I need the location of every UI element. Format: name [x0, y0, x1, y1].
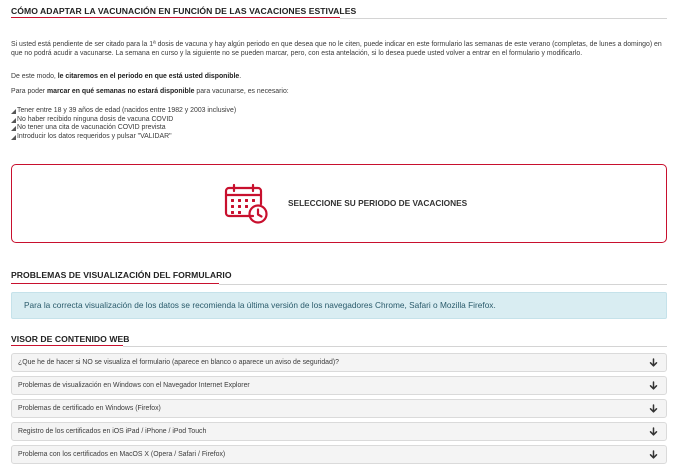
- adapt-requirements-intro: [11, 87, 667, 96]
- requirements-list: [11, 107, 236, 141]
- viewer-title-underline: [11, 345, 123, 346]
- list-item: [11, 107, 236, 116]
- mode-suffix: .: [239, 73, 242, 80]
- arrow-down-icon: [649, 427, 658, 436]
- accordion-item-internet-explorer[interactable]: [11, 376, 667, 395]
- req-suffix: para vacunarse, es necesario:: [194, 88, 289, 95]
- triangle-bullet-icon: [11, 135, 16, 140]
- arrow-down-icon: [649, 450, 658, 459]
- accordion-item-macos-certificates[interactable]: [11, 445, 667, 464]
- mode-prefix: De este modo,: [11, 73, 58, 80]
- display-section-title: PROBLEMAS DE VISUALIZACIÓN DEL FORMULARIO: [11, 270, 232, 280]
- req-prefix: Para poder: [11, 88, 48, 95]
- adapt-intro-text: Si usted está pendiente de ser citado para la 1ª dosis de vacuna y hay algún periodo en que desea que no le citen, puede indicar en este formulario las semanas de este verano (completas, de lunes a domingo) en que no podrá acudir a vacunarse. La semana en curso y la siguiente no se pueden marcar, pero, con esta antelación, si lo desea puede usted volver a entrar en el formulario y modificarlo.: [11, 41, 662, 58]
- accordion-label: Problemas de certificado en Windows (Firefox): [18, 405, 161, 412]
- requirement-text: Introducir los datos requeridos y pulsar "VALIDAR": [17, 132, 172, 140]
- list-item: [11, 133, 236, 142]
- browser-recommendation-alert: Para la correcta visualización de los datos se recomienda la última versión de los navegadores Chrome, Safari o Mozilla Firefox.: [11, 292, 667, 319]
- requirement-text: No haber recibido ninguna dosis de vacuna COVID: [17, 115, 174, 123]
- select-vacation-period-button[interactable]: [11, 164, 667, 243]
- arrow-down-icon: [649, 404, 658, 413]
- triangle-bullet-icon: [11, 126, 16, 131]
- select-vacation-period-label: SELECCIONE SU PERIODO DE VACACIONES: [288, 198, 468, 208]
- accordion-item-ios-certificates[interactable]: [11, 422, 667, 441]
- viewer-title-divider: [123, 346, 667, 347]
- mode-bold: le citaremos en el periodo en que está usted disponible: [57, 73, 240, 80]
- accordion-label: Problema con los certificados en MacOS X (Opera / Safari / Firefox): [18, 451, 226, 458]
- list-item: [11, 116, 236, 125]
- adapt-section-title: CÓMO ADAPTAR LA VACUNACIÓN EN FUNCIÓN DE LAS VACACIONES ESTIVALES: [11, 6, 357, 16]
- accordion-label: Problemas de visualización en Windows con el Navegador Internet Explorer: [18, 382, 250, 389]
- triangle-bullet-icon: [11, 109, 16, 114]
- arrow-down-icon: [649, 358, 658, 367]
- adapt-title-underline: [11, 17, 340, 18]
- adapt-title-divider: [340, 18, 667, 19]
- triangle-bullet-icon: [11, 118, 16, 123]
- requirement-text: Tener entre 18 y 39 años de edad (nacidos entre 1982 y 2003 inclusive): [17, 107, 237, 114]
- accordion-label: ¿Que he de hacer si NO se visualiza el formulario (aparece en blanco o aparece un aviso de seguridad)?: [18, 359, 339, 366]
- display-title-divider: [219, 284, 667, 285]
- req-bold: marcar en qué semanas no estará disponible: [47, 88, 195, 95]
- accordion-item-windows-firefox[interactable]: [11, 399, 667, 418]
- adapt-mode-text: [11, 72, 667, 81]
- calendar-clock-icon: [223, 183, 269, 225]
- accordion-label: Registro de los certificados en iOS iPad / iPhone / iPod Touch: [18, 428, 207, 435]
- accordion-item-form-not-visible[interactable]: [11, 353, 667, 372]
- viewer-section-title: VISOR DE CONTENIDO WEB: [11, 334, 130, 344]
- arrow-down-icon: [649, 381, 658, 390]
- requirement-text: No tener una cita de vacunación COVID prevista: [17, 124, 166, 131]
- display-title-underline: [11, 283, 219, 284]
- list-item: [11, 124, 236, 133]
